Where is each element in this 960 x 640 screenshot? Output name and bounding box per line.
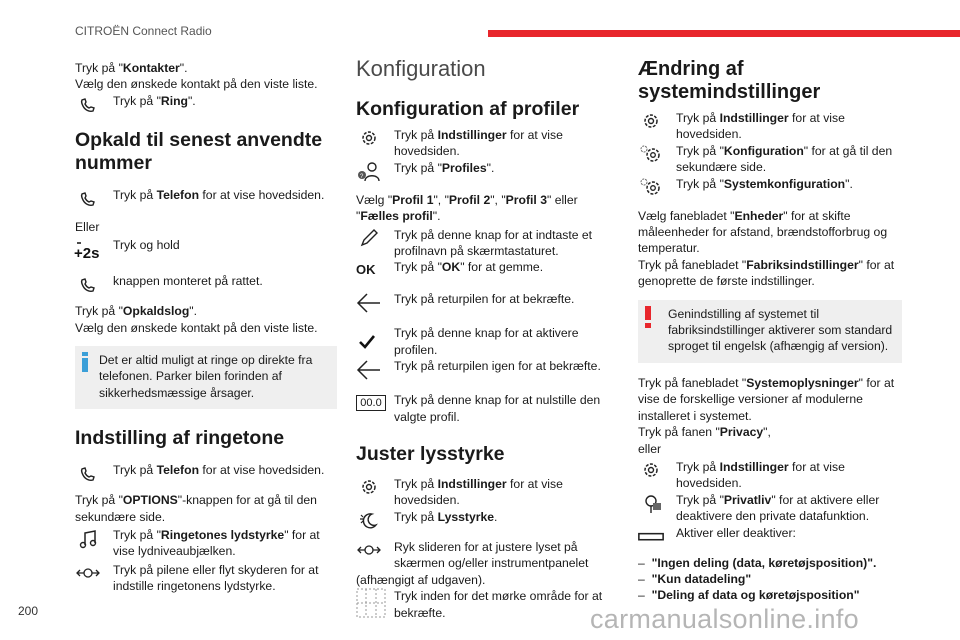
- running-header: CITROËN Connect Radio: [75, 24, 212, 38]
- settings-gears-icon: [638, 176, 664, 198]
- music-note-icon: [75, 527, 101, 549]
- paragraph: Vælg "Profil 1", "Profil 2", "Profil 3" eller "Fælles profil".: [356, 192, 578, 224]
- paragraph: Tryk på fanen "Privacy",: [638, 425, 771, 440]
- list-item: – "Kun datadeling": [638, 571, 752, 586]
- toggle-switch-icon: [638, 527, 664, 549]
- paragraph: Tryk på "OPTIONS"-knappen for at gå til den sekundære side.: [75, 493, 317, 524]
- step: knappen monteret på rattet.: [75, 273, 337, 293]
- column-3: [638, 58, 902, 604]
- paragraph: Tryk på fanebladet "Fabriksindstillinger" for at genoprette de første indstillinger.: [638, 257, 895, 289]
- watermark: carmanualsonline.info: [590, 604, 859, 634]
- step: +2s Tryk og hold: [75, 237, 337, 265]
- paragraph: Tryk på "Opkaldslog".: [75, 304, 197, 319]
- step: Tryk på Indstillinger for at vise hovedsiden.: [638, 459, 902, 492]
- step: Tryk på "Systemkonfiguration".: [638, 176, 902, 196]
- checkmark-icon: [356, 331, 382, 353]
- section-heading: Ændring af systemindstillinger: [638, 58, 821, 103]
- gear-icon: [356, 476, 382, 498]
- profile-icon: [356, 160, 382, 182]
- privacy-icon: [638, 492, 664, 514]
- svg-text:+2s: +2s: [74, 245, 100, 263]
- step: ? Tryk på "Profiles".: [356, 160, 606, 180]
- step: Aktiver eller deaktiver:: [638, 525, 902, 545]
- gear-icon: [638, 459, 664, 481]
- step: Tryk på denne knap for at aktivere profilen.: [356, 325, 606, 358]
- list-item: – "Deling af data og køretøjsposition": [638, 588, 860, 603]
- warning-icon: [644, 306, 652, 328]
- step: Tryk på "Konfiguration" for at gå til den sekundære side.: [638, 143, 902, 176]
- step: Tryk på pilene eller flyt skyderen for at indstille ringetonens lydstyrke.: [75, 562, 337, 595]
- step: Tryk på returpilen for at bekræfte.: [356, 291, 606, 311]
- step: OK Tryk på "OK" for at gemme.: [356, 259, 606, 279]
- phone-icon: [75, 187, 101, 209]
- ok-button-icon: OK: [356, 262, 376, 278]
- step: 00.0 Tryk på denne knap for at nulstille den valgte profil.: [356, 392, 606, 425]
- pencil-icon: [356, 227, 382, 249]
- paragraph: Vælg fanebladet "Enheder" for at skifte måleenheder for afstand, brændstofforbrug og temperatur.: [638, 208, 888, 256]
- paragraph: Tryk på "Kontakter".: [75, 61, 188, 75]
- paragraph: Vælg den ønskede kontakt på den viste liste.: [75, 320, 318, 335]
- reset-profile-icon: 00.0: [356, 395, 386, 411]
- step: Tryk på "Privatliv" for at aktivere eller deaktivere den private datafunktion.: [638, 492, 902, 525]
- column-1: [75, 60, 337, 595]
- settings-gears-icon: [638, 143, 664, 165]
- section-heading: Indstilling af ringetone: [75, 427, 285, 450]
- paragraph: eller: [638, 441, 662, 456]
- list-item: – "Ingen deling (data, køretøjsposition)".: [638, 555, 877, 570]
- page-title: Konfiguration: [356, 56, 486, 81]
- steering-wheel-call-button-icon: [73, 239, 103, 265]
- back-arrow-icon: [356, 291, 382, 315]
- paragraph: Vælg den ønskede kontakt på den viste liste.: [75, 77, 318, 92]
- header-accent-bar: [488, 30, 960, 37]
- step: Tryk på Indstillinger for at vise hovedsiden.: [356, 127, 606, 160]
- column-2: [356, 56, 606, 621]
- step: Tryk på Telefon for at vise hovedsiden.: [75, 462, 337, 482]
- step: Tryk på Telefon for at vise hovedsiden.: [75, 187, 337, 207]
- section-heading: Opkald til senest anvendte nummer: [75, 128, 323, 174]
- slider-arrows-icon: [356, 539, 382, 561]
- section-heading: Konfiguration af profiler: [356, 98, 580, 120]
- step: Tryk inden for det mørke område for at bekræfte.: [356, 588, 606, 621]
- page-number: 200: [18, 604, 39, 618]
- dark-area-grid-icon: [356, 588, 386, 618]
- step: Tryk på "Ringetones lydstyrke" for at vise lydniveaubjælken.: [75, 527, 337, 560]
- info-note: Det er altid muligt at ringe op direkte fra telefonen. Parker bilen forinden af sikkerhedsmæssige årsager.: [75, 346, 337, 409]
- step: Tryk på Lysstyrke.: [356, 509, 606, 529]
- paragraph: Tryk på fanebladet "Systemoplysninger" for at vise de forskellige versioner af modulerne installeret i systemet.: [638, 375, 895, 423]
- warning-note: Genindstilling af systemet til fabriksindstillinger aktiverer som standard sproget til engelsk (afhængig af version).: [638, 300, 902, 363]
- step-call: Tryk på "Ring".: [75, 93, 337, 113]
- step: Tryk på returpilen igen for at bekræfte.: [356, 358, 606, 378]
- gear-icon: [356, 127, 382, 149]
- svg-text:?: ?: [360, 173, 364, 180]
- paragraph: (afhængigt af udgaven).: [356, 572, 486, 587]
- slider-arrows-icon: [75, 562, 101, 584]
- phone-icon: [75, 273, 101, 295]
- brightness-icon: [356, 509, 382, 531]
- phone-icon: [75, 462, 101, 484]
- info-icon: [81, 352, 89, 372]
- gear-icon: [638, 110, 664, 132]
- paragraph: Eller: [75, 219, 100, 234]
- section-heading: Juster lysstyrke: [356, 443, 505, 466]
- back-arrow-icon: [356, 358, 382, 382]
- step: Ryk slideren for at justere lyset på skærmen og/eller instrumentpanelet: [356, 539, 606, 572]
- step: Tryk på Indstillinger for at vise hovedsiden.: [356, 476, 606, 509]
- phone-icon: [75, 93, 101, 115]
- step: Tryk på Indstillinger for at vise hovedsiden.: [638, 110, 902, 143]
- step: Tryk på denne knap for at indtaste et profilnavn på skærmtastaturet.: [356, 227, 606, 260]
